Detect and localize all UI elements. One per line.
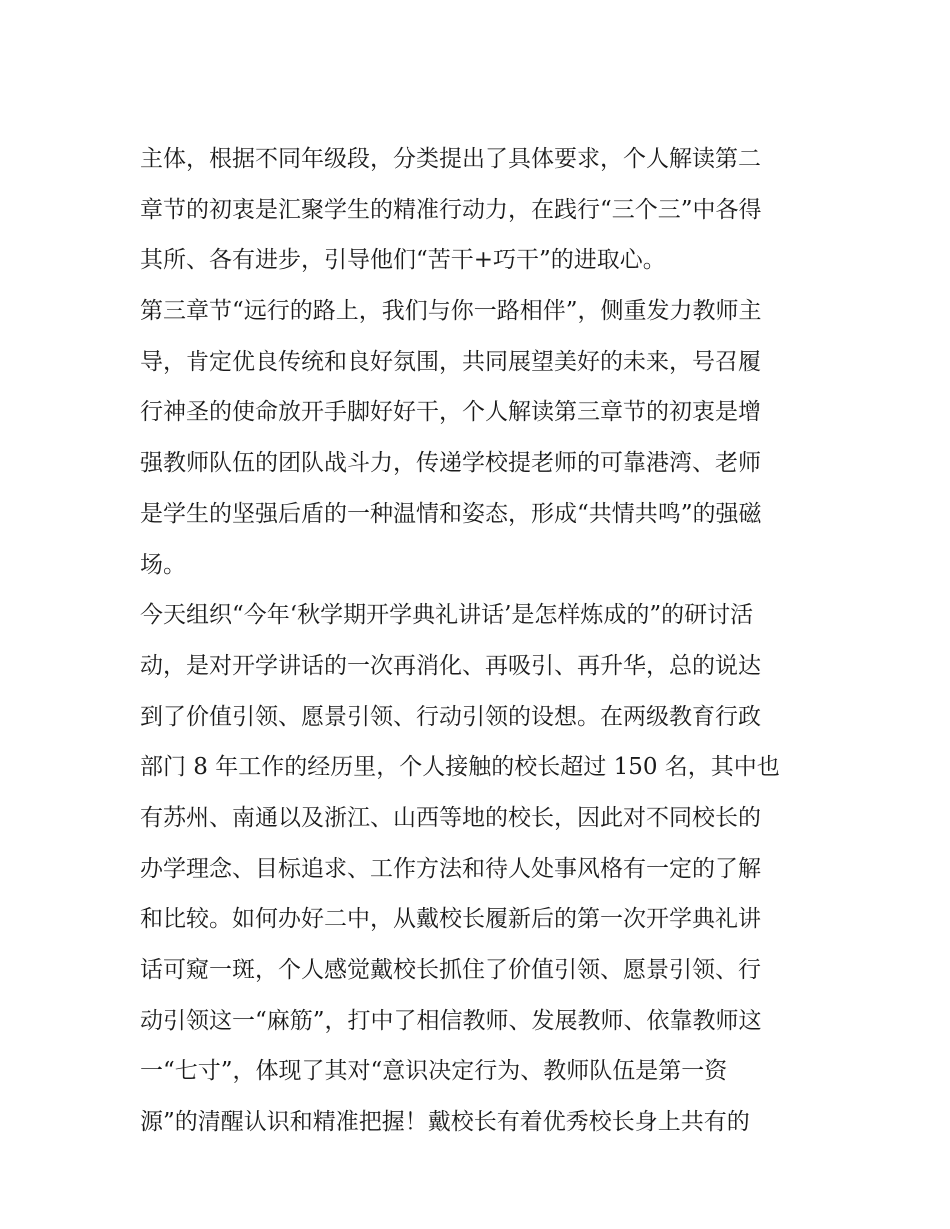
text-line: 今天组织“今年‘秋学期开学典礼讲话’是怎样炼成的”的研讨活 <box>140 602 754 629</box>
document-body <box>140 134 830 1148</box>
text-line: 话可窥一斑，个人感觉戴校长抓住了价值引领、愿景引领、行 <box>140 957 761 983</box>
text-line: 动引领这一“麻筋”，打中了相信教师、发展教师、依靠教师这 <box>140 1007 762 1034</box>
text-line: 主体，根据不同年级段，分类提出了具体要求，个人解读第二 <box>140 146 761 172</box>
text-line: 动，是对开学讲话的一次再消化、再吸引、再升华，总的说达 <box>140 652 761 679</box>
text-line: 一“七寸”，体现了其对“意识决定行为、教师队伍是第一资 <box>140 1058 728 1085</box>
text-line: 场。 <box>140 551 186 578</box>
text-line: 行神圣的使命放开手脚好好干，个人解读第三章节的初衷是增 <box>140 399 761 426</box>
text-line: 其所、各有进步，引导他们“苦干+巧干”的进取心。 <box>140 247 666 274</box>
text-line: 章节的初衷是汇聚学生的精准行动力，在践行“三个三”中各得 <box>140 196 762 223</box>
text-line: 源”的清醒认识和精准把握！戴校长有着优秀校长身上共有的 <box>140 1109 750 1136</box>
text-line: 是学生的坚强后盾的一种温情和姿态，形成“共情共鸣”的强磁 <box>140 500 762 527</box>
text-line: 和比较。如何办好二中，从戴校长履新后的第一次开学典礼讲 <box>140 906 761 933</box>
text-line: 导，肯定优良传统和良好氛围，共同展望美好的未来，号召履 <box>140 348 761 375</box>
text-line: 有苏州、南通以及浙江、山西等地的校长，因此对不同校长的 <box>140 804 761 831</box>
text-line: 到了价值引领、愿景引领、行动引领的设想。在两级教育行政 <box>140 703 761 730</box>
text-line: 第三章节“远行的路上，我们与你一路相伴”，侧重发力教师主 <box>140 298 762 325</box>
text-line: 部门 8 年工作的经历里，个人接触的校长超过 150 名，其中也 <box>140 754 780 781</box>
text-line: 办学理念、目标追求、工作方法和待人处事风格有一定的了解 <box>140 855 761 882</box>
text-line: 强教师队伍的团队战斗力，传递学校提老师的可靠港湾、老师 <box>140 450 761 477</box>
